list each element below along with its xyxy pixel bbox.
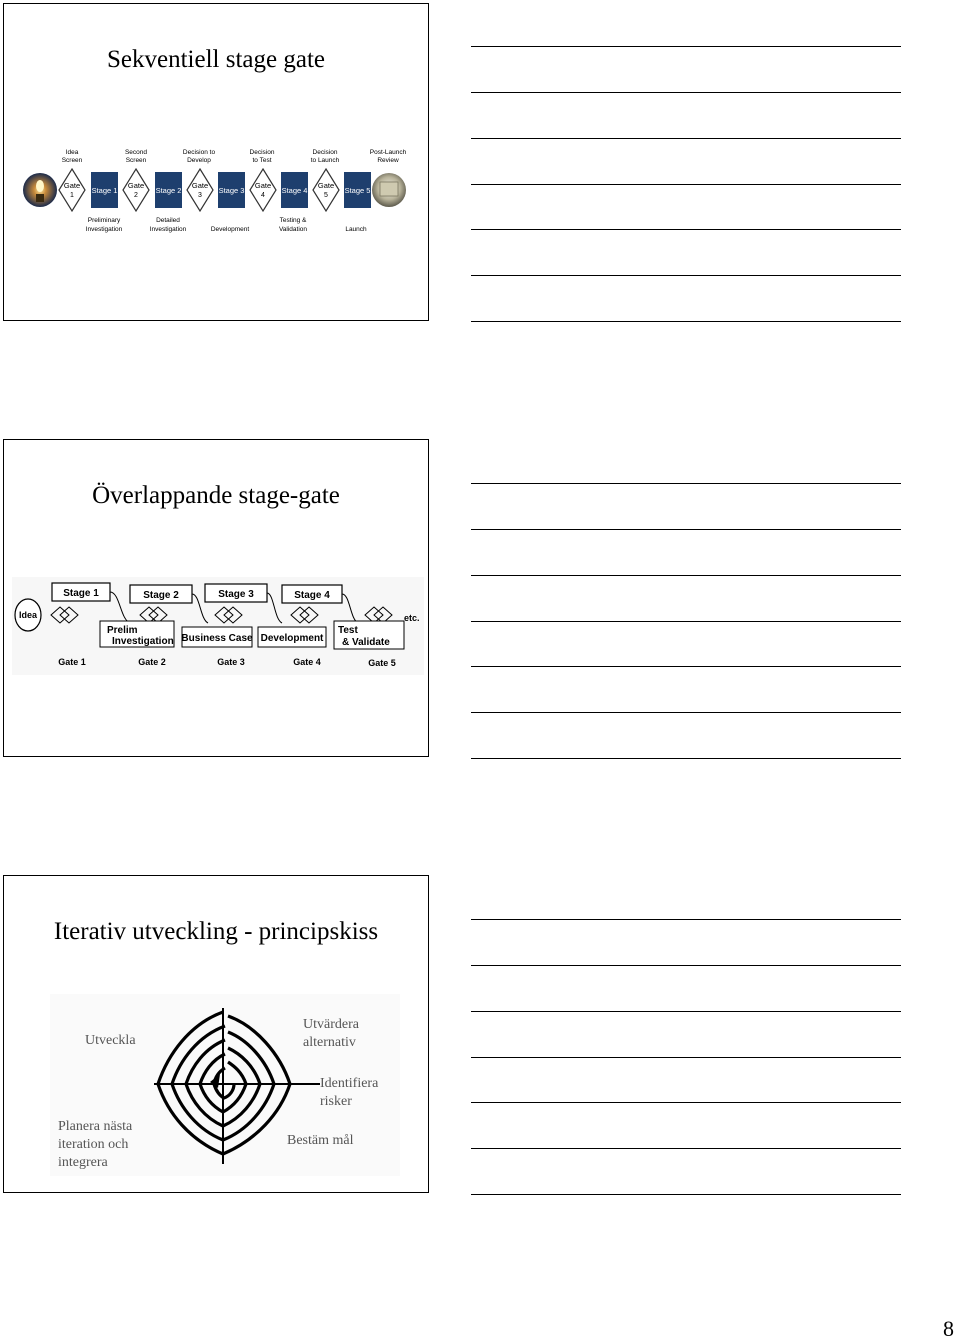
svg-text:Stage 3: Stage 3: [218, 589, 254, 600]
bottom-label: Detailed: [156, 217, 180, 224]
top-label: Decision: [249, 149, 275, 156]
stage-4: [281, 172, 308, 208]
stage-5: [344, 172, 371, 208]
svg-text:Business Case: Business Case: [181, 633, 253, 644]
label-iteration: iteration och: [58, 1137, 129, 1152]
top-label: to Launch: [310, 157, 340, 164]
svg-text:Gate: Gate: [317, 181, 335, 190]
stage-2: [130, 585, 192, 603]
top-label: Post-Launch: [369, 149, 407, 156]
label-utvardera: Utvärdera: [303, 1017, 359, 1032]
gate-label: Gate 2: [138, 657, 166, 667]
bottom-label: Testing &: [279, 217, 307, 224]
top-label: to Test: [252, 157, 272, 164]
activity-prelim-investigation: [100, 621, 174, 647]
stage-3: [218, 172, 245, 208]
svg-text:1: 1: [70, 192, 74, 199]
stage-4: [282, 585, 342, 603]
bottom-label: Investigation: [149, 226, 187, 233]
label-utveckla: Utveckla: [85, 1033, 136, 1048]
top-label: Second: [124, 149, 148, 156]
gate-label: Gate 5: [368, 658, 396, 668]
svg-text:3: 3: [198, 192, 202, 199]
bottom-label: Preliminary: [87, 217, 121, 224]
slide-sekventiell-stage-gate: [3, 3, 429, 321]
top-label: Develop: [187, 157, 211, 164]
gate-1: [59, 169, 85, 211]
bottom-label: Investigation: [85, 226, 123, 233]
slide-title: Sekventiell stage gate: [107, 46, 325, 73]
svg-text:Prelim: Prelim: [107, 625, 138, 636]
svg-text:Investigation: Investigation: [112, 636, 174, 647]
gate-2: [123, 169, 149, 211]
gate-label: Gate 3: [217, 657, 245, 667]
slide-title: Iterativ utveckling - principskiss: [53, 918, 379, 945]
money-icon: [372, 173, 406, 207]
activity-test-validate: [334, 621, 404, 649]
activity-business-case: [181, 627, 253, 647]
top-label: Idea: [65, 149, 79, 156]
sequential-stage-gate-diagram: [16, 142, 416, 236]
svg-text:Stage 2: Stage 2: [143, 590, 179, 601]
svg-text:Stage 1: Stage 1: [91, 186, 118, 195]
svg-text:Test: Test: [338, 625, 358, 636]
svg-text:Stage 4: Stage 4: [294, 590, 330, 601]
svg-text:Stage 2: Stage 2: [155, 186, 182, 195]
svg-text:5: 5: [324, 192, 328, 199]
stage-1: [52, 583, 110, 601]
top-label: Decision: [312, 149, 338, 156]
activity-development: [258, 627, 326, 647]
slide-iterativ-utveckling: [3, 875, 429, 1193]
label-planera: Planera nästa: [58, 1119, 133, 1134]
svg-text:Gate: Gate: [254, 181, 272, 190]
gate-label: Gate 4: [293, 657, 321, 667]
etc-label: etc.: [404, 613, 420, 623]
stage-2: [155, 172, 182, 208]
svg-text:Development: Development: [260, 633, 324, 644]
svg-text:4: 4: [261, 192, 265, 199]
label-integrera: integrera: [58, 1155, 108, 1170]
svg-text:2: 2: [134, 192, 138, 199]
label-alternativ: alternativ: [303, 1035, 356, 1050]
bottom-label: Launch: [345, 226, 367, 233]
svg-text:Gate: Gate: [191, 181, 209, 190]
idea-node: [15, 599, 41, 631]
svg-text:Stage 5: Stage 5: [344, 186, 371, 195]
bottom-label: Validation: [278, 226, 308, 233]
stage-1: [91, 172, 118, 208]
gate-3: [187, 169, 213, 211]
svg-text:& Validate: & Validate: [342, 637, 390, 648]
top-label: Screen: [125, 157, 147, 164]
iterative-spiral-diagram: [50, 994, 400, 1176]
gate-4: [250, 169, 276, 211]
page-number: 8: [943, 1316, 954, 1341]
stage-3: [205, 584, 267, 602]
label-identifiera: Identifiera: [320, 1076, 379, 1091]
gate-label: Gate 1: [58, 657, 86, 667]
bottom-label: Development: [210, 226, 250, 233]
svg-text:Stage 3: Stage 3: [218, 186, 245, 195]
label-risker: risker: [320, 1094, 352, 1109]
label-bestam-mal: Bestäm mål: [287, 1133, 354, 1148]
top-label: Screen: [61, 157, 83, 164]
svg-text:Idea: Idea: [18, 610, 38, 620]
gate-5: [313, 169, 339, 211]
slide-overlappande-stage-gate: [3, 439, 429, 757]
top-label: Review: [377, 157, 399, 164]
svg-text:Gate: Gate: [127, 181, 145, 190]
svg-text:Gate: Gate: [63, 181, 81, 190]
slide-title: Överlappande stage-gate: [92, 482, 340, 509]
overlapping-stage-gate-diagram: [12, 577, 424, 675]
svg-text:Stage 1: Stage 1: [63, 588, 99, 599]
lightbulb-icon: [23, 173, 57, 207]
svg-text:Stage 4: Stage 4: [281, 186, 308, 195]
top-label: Decision to: [182, 149, 216, 156]
